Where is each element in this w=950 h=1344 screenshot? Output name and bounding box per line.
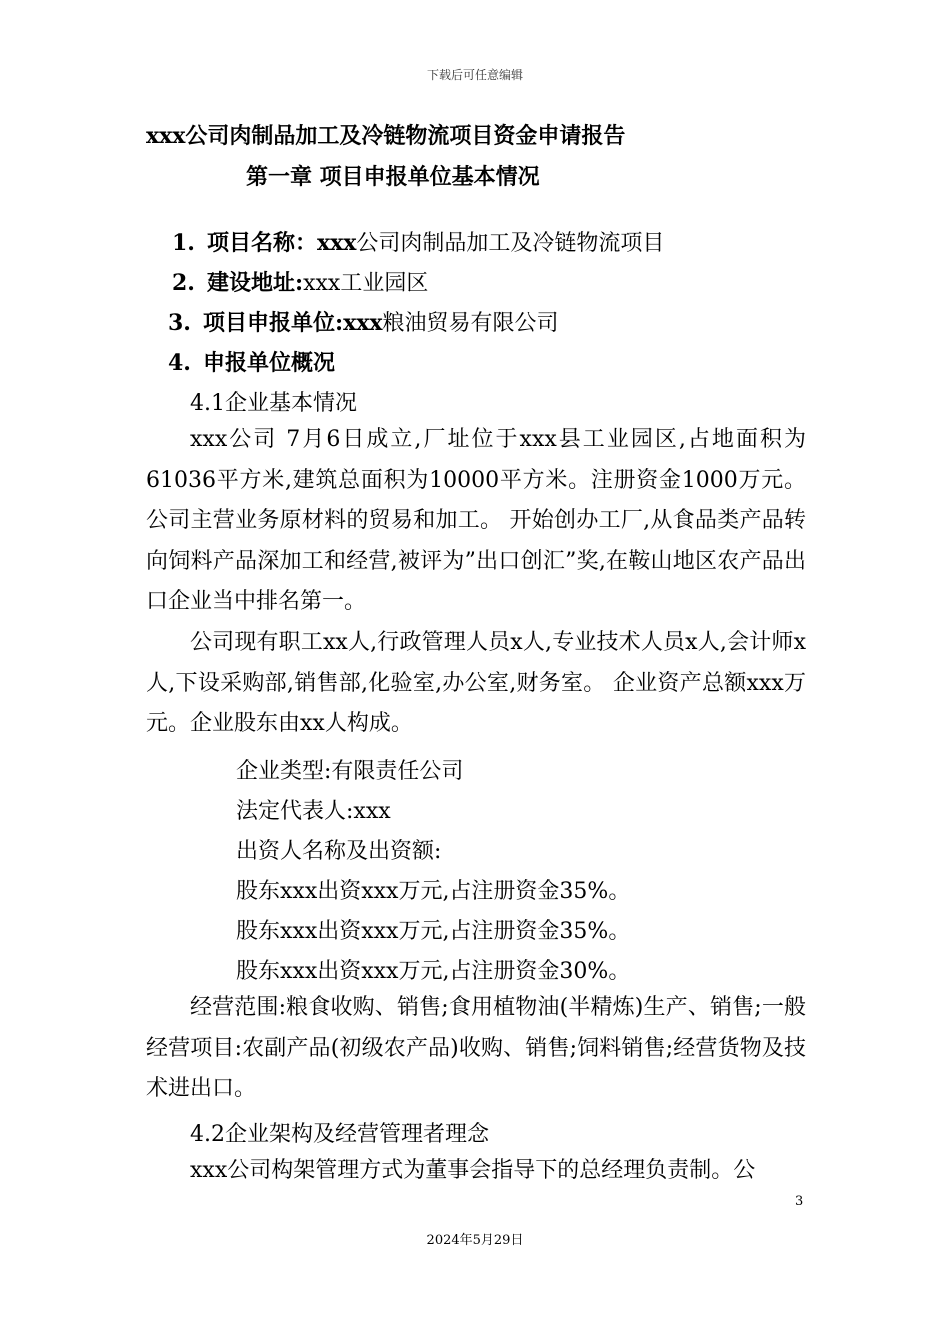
detail-line: 法定代表人:xxx [236,799,391,824]
item-label: 建设地址: [206,270,304,296]
item-value: 公司肉制品加工及冷链物流项目 [356,231,665,256]
paragraph-staff: 公司现有职工xx人,行政管理人员x人,专业技术人员x人,会计师x人,下设采购部,销售部,化验室,办公室,财务室。 企业资产总额xxx万元。企业股东由xx人构成。 [146,630,806,736]
footer-date: 2024年5月29日 [426,1233,524,1248]
item-number: 2. [172,270,195,296]
item-label: 项目名称： [206,230,317,256]
paragraph-structure: xxx公司构架管理方式为董事会指导下的总经理负责制。公 [190,1158,756,1183]
item-value-bold: xxx [343,310,383,336]
item-number: 4. [168,350,191,376]
item-label: 项目申报单位: [202,310,344,336]
section-heading-4-2: 4.2企业架构及经营管理者理念 [190,1122,489,1147]
paragraph-business-scope: 经营范围:粮食收购、销售;食用植物油(半精炼)生产、销售;一般经营项目:农副产品(初级农产品)收购、销售;饲料销售;经营货物及技术进出口。 [146,995,806,1101]
item-project-name [172,226,664,257]
section-heading-4-1: 4.1企业基本情况 [190,391,357,416]
item-unit-overview [168,346,335,377]
page-number: 3 [795,1194,804,1209]
chapter-heading: 第一章 项目申报单位基本情况 [246,164,540,190]
report-title: xxx公司肉制品加工及冷链物流项目资金申请报告 [146,123,626,149]
item-construction-site [172,266,428,297]
detail-line: 企业类型:有限责任公司 [236,759,464,784]
item-label: 申报单位概况 [202,350,335,376]
paragraph-company-basics: xxx公司 7月6日成立,厂址位于xxx县工业园区,占地面积为61036平方米,建筑总面积为10000平方米。注册资金1000万元。公司主营业务原材料的贸易和加工。 开始创办工厂,从食品类产品转向饲料产品深加工和经营,被评为”出口创汇”奖,在鞍山地区农产品出口企业当中排名第一。 [146,427,806,614]
detail-line: 股东xxx出资xxx万元,占注册资金35%。 [236,919,631,944]
item-value: 粮油贸易有限公司 [382,311,559,336]
item-value: xxx工业园区 [303,271,429,296]
item-value-bold: xxx [316,230,357,256]
detail-line: 股东xxx出资xxx万元,占注册资金35%。 [236,879,631,904]
item-applicant-unit [168,306,558,337]
detail-line: 股东xxx出资xxx万元,占注册资金30%。 [236,959,631,984]
item-number: 3. [168,310,191,336]
detail-line: 出资人名称及出资额: [236,839,442,864]
item-number: 1. [172,230,195,256]
header-note: 下载后可任意编辑 [426,68,523,82]
